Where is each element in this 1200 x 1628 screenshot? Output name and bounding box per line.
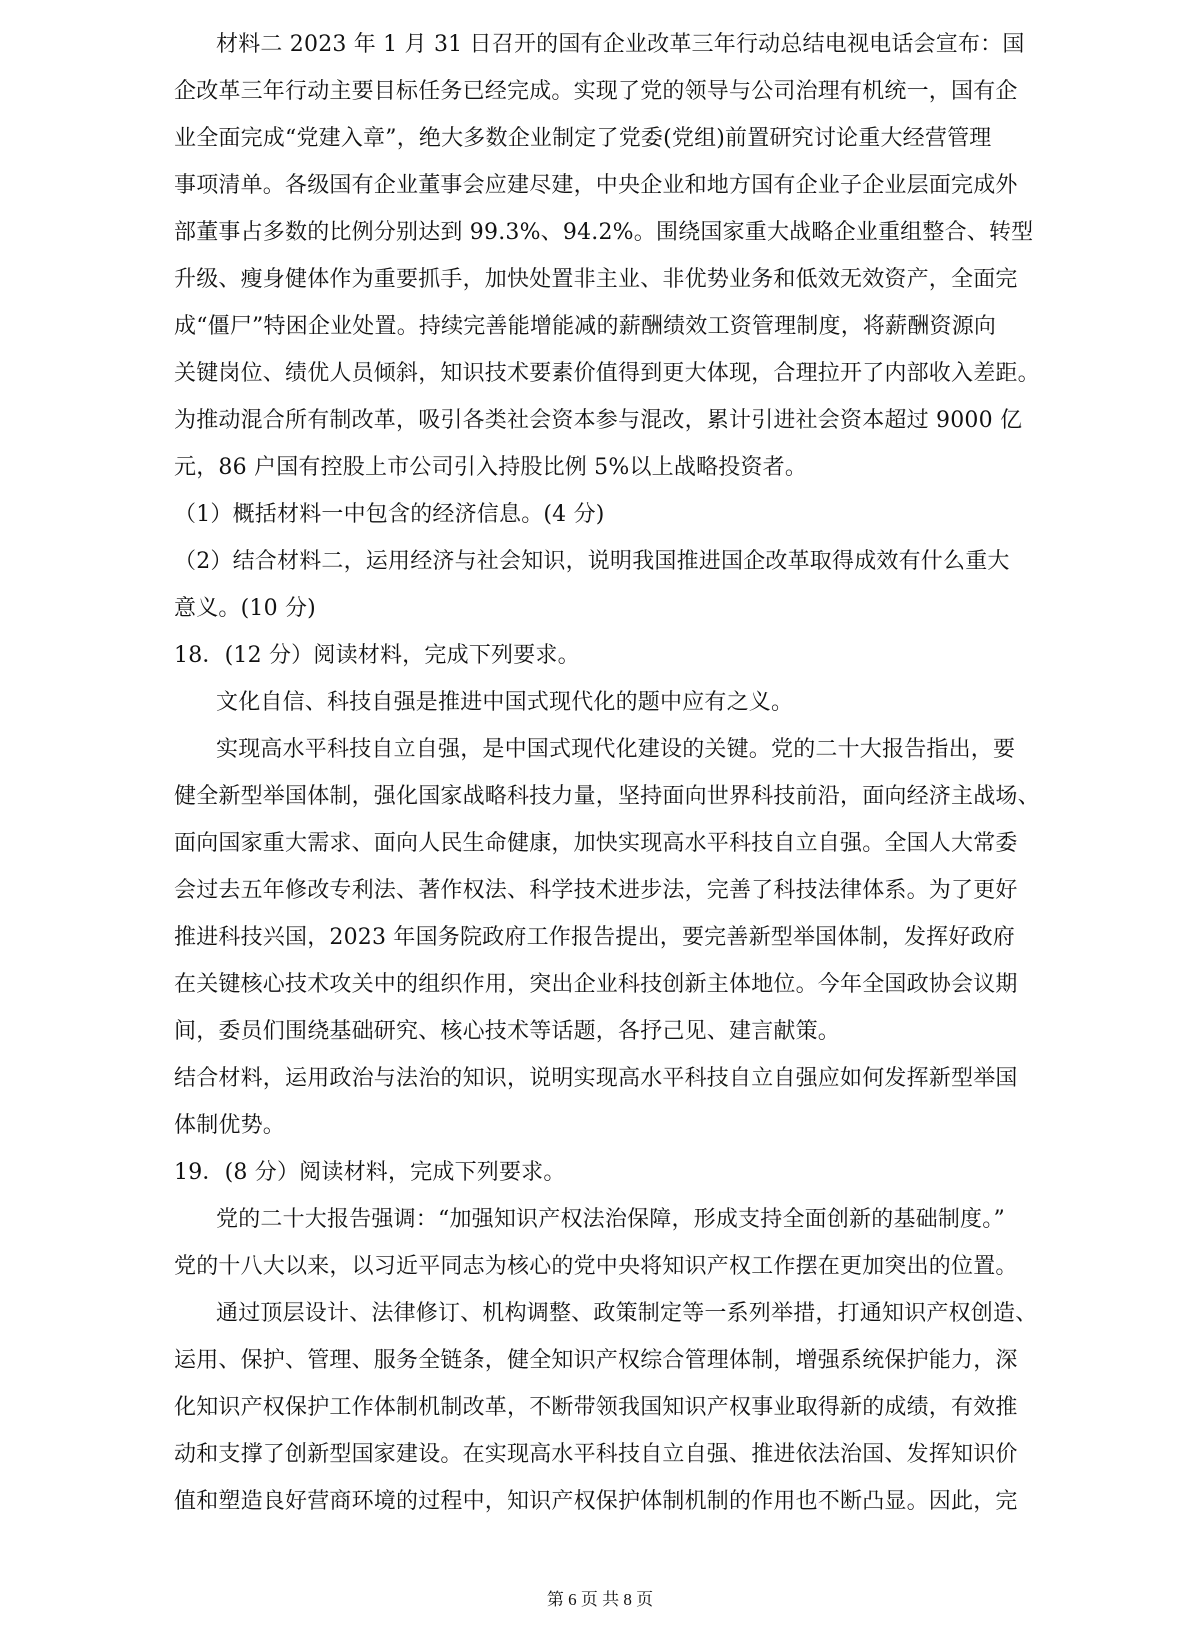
question-18-prompt: 结合材料，运用政治与法治的知识，说明实现高水平科技自立自强应如何发挥新型举国 (174, 1066, 1018, 1091)
text-line: 关键岗位、绩优人员倾斜，知识技术要素价值得到更大体现，合理拉开了内部收入差距。 (174, 361, 1040, 386)
text-line: 升级、瘦身健体作为重要抓手，加快处置非主业、非优势业务和低效无效资产，全面完 (174, 267, 1018, 292)
text-line: 健全新型举国体制，强化国家战略科技力量，坚持面向世界科技前沿，面向经济主战场、 (174, 784, 1040, 809)
text-line: 成“僵尸”特困企业处置。持续完善能增能减的薪酬绩效工资管理制度，将薪酬资源向 (174, 314, 997, 339)
text-line: 材料二 2023 年 1 月 31 日召开的国有企业改革三年行动总结电视电话会宣布：国 (216, 32, 1025, 57)
text-line: 党的二十大报告强调：“加强知识产权法治保障，形成支持全面创新的基础制度。” (216, 1207, 1005, 1232)
text-line: 文化自信、科技自强是推进中国式现代化的题中应有之义。 (216, 690, 794, 715)
page-number-footer: 第 6 页 共 8 页 (546, 1590, 654, 1609)
text-line: 动和支撑了创新型国家建设。在实现高水平科技自立自强、推进依法治国、发挥知识价 (174, 1442, 1018, 1467)
text-line: 部董事占多数的比例分别达到 99.3%、94.2%。围绕国家重大战略企业重组整合、转型 (174, 220, 1034, 245)
text-line: 值和塑造良好营商环境的过程中，知识产权保护体制机制的作用也不断凸显。因此，完 (174, 1489, 1018, 1514)
text-line: 运用、保护、管理、服务全链条，健全知识产权综合管理体制，增强系统保护能力，深 (174, 1348, 1018, 1373)
text-line: 面向国家重大需求、面向人民生命健康，加快实现高水平科技自立自强。全国人大常委 (174, 831, 1018, 856)
text-line: 间，委员们围绕基础研究、核心技术等话题，各抒己见、建言献策。 (174, 1019, 841, 1044)
question-2-continued: 意义。(10 分) (174, 596, 316, 621)
text-line: 推进科技兴国，2023 年国务院政府工作报告提出，要完善新型举国体制，发挥好政府 (174, 925, 1015, 950)
question-2: （2）结合材料二，运用经济与社会知识，说明我国推进国企改革取得成效有什么重大 (174, 549, 1010, 574)
text-line: 为推动混合所有制改革，吸引各类社会资本参与混改，累计引进社会资本超过 9000 亿 (174, 408, 1023, 433)
question-18-prompt-continued: 体制优势。 (174, 1113, 286, 1138)
question-19-heading: 19．(8 分）阅读材料，完成下列要求。 (174, 1160, 566, 1185)
text-line: 企改革三年行动主要目标任务已经完成。实现了党的领导与公司治理有机统一，国有企 (174, 79, 1018, 104)
text-line: 会过去五年修改专利法、著作权法、科学技术进步法，完善了科技法律体系。为了更好 (174, 878, 1018, 903)
text-line: 通过顶层设计、法律修订、机构调整、政策制定等一系列举措，打通知识产权创造、 (216, 1301, 1038, 1326)
text-line: 在关键核心技术攻关中的组织作用，突出企业科技创新主体地位。今年全国政协会议期 (174, 972, 1018, 997)
question-18-heading: 18．(12 分）阅读材料，完成下列要求。 (174, 643, 580, 668)
text-line: 业全面完成“党建入章”，绝大多数企业制定了党委(党组)前置研究讨论重大经营管理 (174, 126, 992, 151)
text-line: 事项清单。各级国有企业董事会应建尽建，中央企业和地方国有企业子企业层面完成外 (174, 173, 1018, 198)
text-line: 实现高水平科技自立自强，是中国式现代化建设的关键。党的二十大报告指出，要 (216, 737, 1016, 762)
text-line: 党的十八大以来，以习近平同志为核心的党中央将知识产权工作摆在更加突出的位置。 (174, 1254, 1018, 1279)
question-1: （1）概括材料一中包含的经济信息。(4 分) (174, 502, 605, 527)
text-line: 化知识产权保护工作体制机制改革，不断带领我国知识产权事业取得新的成绩，有效推 (174, 1395, 1018, 1420)
text-line: 元，86 户国有控股上市公司引入持股比例 5%以上战略投资者。 (174, 455, 808, 480)
